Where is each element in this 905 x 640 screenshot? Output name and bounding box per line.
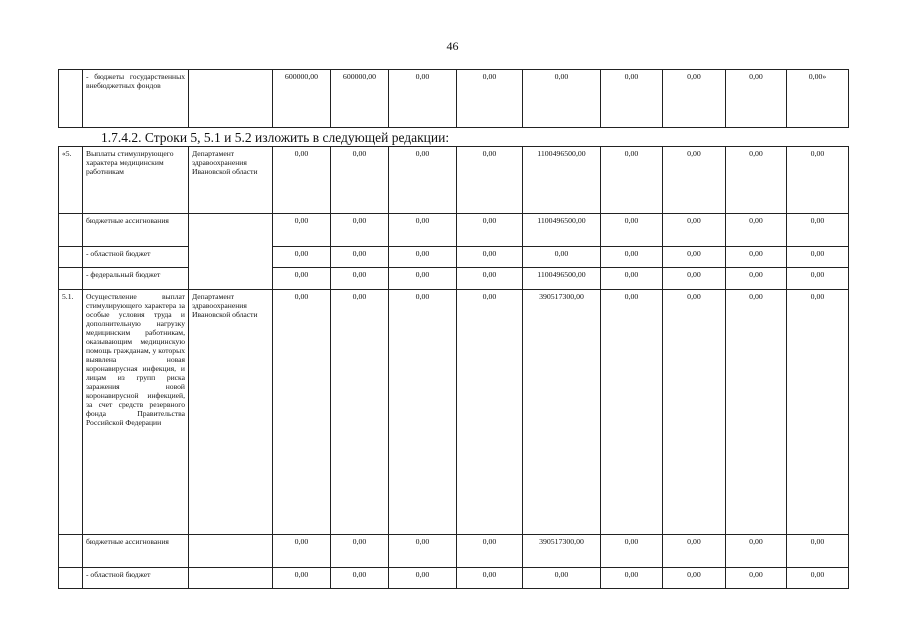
value-cell: 0,00	[457, 568, 523, 589]
row-number-cell: 5.1.	[59, 290, 83, 535]
value-cell: 0,00	[273, 535, 331, 568]
value-cell: 0,00	[726, 147, 787, 214]
value-cell: 0,00	[601, 290, 663, 535]
value-cell: 0,00	[601, 247, 663, 268]
table-row	[59, 214, 849, 247]
value-cell: 0,00	[457, 214, 523, 247]
row-description-cell: Выплаты стимулирующего характера медицинским работникам	[83, 147, 189, 214]
value-cell: 0,00	[663, 147, 726, 214]
value-cell: 0,00	[457, 290, 523, 535]
value-cell: 0,00	[787, 290, 849, 535]
value-cell: 0,00	[389, 568, 457, 589]
row-number-cell	[59, 70, 83, 128]
row-number-cell: «5.	[59, 147, 83, 214]
budget-table-continuation	[58, 69, 849, 128]
value-cell: 0,00	[601, 147, 663, 214]
value-cell: 0,00	[331, 535, 389, 568]
row-executor-cell	[189, 214, 273, 290]
value-cell: 0,00	[457, 70, 523, 128]
value-cell: 0,00	[331, 214, 389, 247]
row-description-cell: - бюджеты государственных внебюджетных фондов	[83, 70, 189, 128]
row-description-cell: - областной бюджет	[83, 247, 189, 268]
value-cell: 0,00	[663, 70, 726, 128]
value-cell: 0,00	[663, 268, 726, 290]
value-cell: 390517300,00	[523, 290, 601, 535]
value-cell: 0,00	[787, 247, 849, 268]
row-executor-cell	[189, 70, 273, 128]
value-cell: 0,00	[787, 568, 849, 589]
value-cell: 0,00	[601, 268, 663, 290]
row-executor-cell	[189, 568, 273, 589]
value-cell: 0,00	[523, 247, 601, 268]
value-cell: 0,00	[726, 247, 787, 268]
value-cell: 0,00»	[787, 70, 849, 128]
value-cell: 0,00	[389, 214, 457, 247]
value-cell: 0,00	[331, 247, 389, 268]
value-cell: 0,00	[726, 535, 787, 568]
row-executor-cell: Департамент здравоохранения Ивановской области	[189, 290, 273, 535]
table-row	[59, 147, 849, 214]
value-cell: 0,00	[389, 535, 457, 568]
value-cell: 0,00	[726, 290, 787, 535]
value-cell: 1100496500,00	[523, 268, 601, 290]
section-heading: 1.7.4.2. Строки 5, 5.1 и 5.2 изложить в следующей редакции:	[101, 130, 450, 145]
value-cell: 0,00	[663, 247, 726, 268]
row-number-cell	[59, 568, 83, 589]
value-cell: 0,00	[389, 70, 457, 128]
value-cell: 0,00	[726, 268, 787, 290]
value-cell: 0,00	[389, 147, 457, 214]
value-cell: 0,00	[726, 214, 787, 247]
value-cell: 0,00	[787, 147, 849, 214]
row-executor-cell	[189, 535, 273, 568]
value-cell: 0,00	[663, 535, 726, 568]
value-cell: 0,00	[663, 290, 726, 535]
value-cell: 0,00	[389, 268, 457, 290]
value-cell: 0,00	[787, 535, 849, 568]
value-cell: 0,00	[523, 568, 601, 589]
value-cell: 1100496500,00	[523, 147, 601, 214]
row-number-cell	[59, 268, 83, 290]
value-cell: 0,00	[726, 70, 787, 128]
value-cell: 0,00	[331, 290, 389, 535]
budget-table	[58, 146, 849, 589]
value-cell: 0,00	[331, 147, 389, 214]
value-cell: 0,00	[331, 268, 389, 290]
row-executor-cell: Департамент здравоохранения Ивановской области	[189, 147, 273, 214]
value-cell: 0,00	[726, 568, 787, 589]
value-cell: 0,00	[457, 268, 523, 290]
value-cell: 0,00	[457, 147, 523, 214]
value-cell: 0,00	[601, 568, 663, 589]
value-cell: 0,00	[273, 290, 331, 535]
page-number: 46	[446, 39, 459, 53]
value-cell: 0,00	[457, 247, 523, 268]
value-cell: 0,00	[273, 147, 331, 214]
value-cell: 600000,00	[273, 70, 331, 128]
value-cell: 0,00	[787, 214, 849, 247]
value-cell: 0,00	[601, 214, 663, 247]
value-cell: 0,00	[273, 568, 331, 589]
value-cell: 0,00	[389, 290, 457, 535]
value-cell: 390517300,00	[523, 535, 601, 568]
value-cell: 0,00	[601, 535, 663, 568]
table-row	[59, 268, 849, 290]
value-cell: 1100496500,00	[523, 214, 601, 247]
value-cell: 0,00	[601, 70, 663, 128]
table-row	[59, 290, 849, 535]
row-description-cell: Осуществление выплат стимулирующего характера за особые условия труда и дополнительную нагрузку медицинским работникам, оказывающим медицинскую помощь гражданам, у которых выявлена новая коронавирусная инфекция, и лицам из групп риска заражения новой коронавирусной инфекцией, за счет средств резервного фонда Правительства Российской Федерации	[83, 290, 189, 535]
value-cell: 600000,00	[331, 70, 389, 128]
table-row	[59, 247, 849, 268]
value-cell: 0,00	[663, 214, 726, 247]
row-number-cell	[59, 214, 83, 247]
value-cell: 0,00	[523, 70, 601, 128]
row-number-cell	[59, 535, 83, 568]
row-description-cell: - федеральный бюджет	[83, 268, 189, 290]
value-cell: 0,00	[389, 247, 457, 268]
row-description-cell: бюджетные ассигнования	[83, 535, 189, 568]
table-row	[59, 535, 849, 568]
value-cell: 0,00	[787, 268, 849, 290]
value-cell: 0,00	[273, 268, 331, 290]
value-cell: 0,00	[663, 568, 726, 589]
value-cell: 0,00	[273, 214, 331, 247]
value-cell: 0,00	[331, 568, 389, 589]
table-row	[59, 70, 849, 128]
table-row	[59, 568, 849, 589]
row-description-cell: - областной бюджет	[83, 568, 189, 589]
value-cell: 0,00	[273, 247, 331, 268]
row-description-cell: бюджетные ассигнования	[83, 214, 189, 247]
value-cell: 0,00	[457, 535, 523, 568]
row-number-cell	[59, 247, 83, 268]
